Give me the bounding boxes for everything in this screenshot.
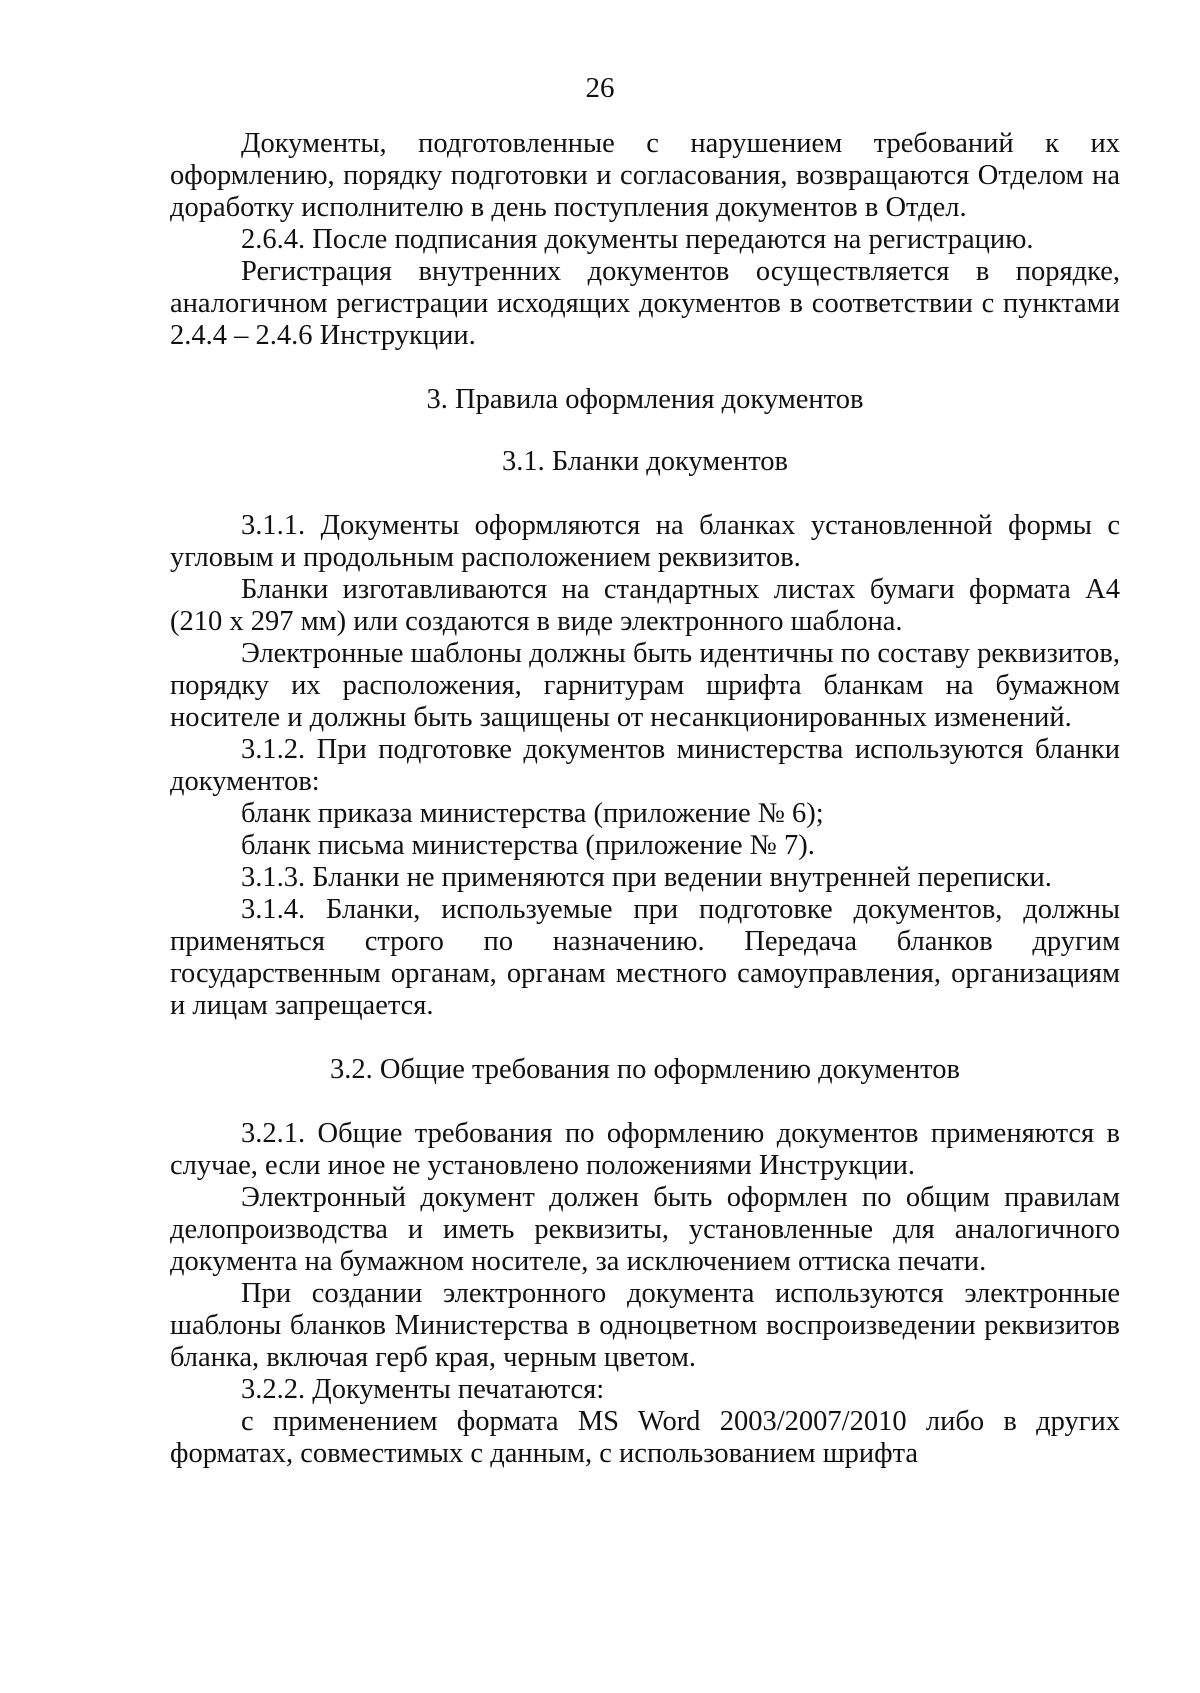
paragraph: 3.2.1. Общие требования по оформлению документов применяются в случае, если иное не установлено положениями Инструкции. [170,1118,1120,1181]
list-item: бланк письма министерства (приложение № 7). [241,830,815,861]
paragraph: Бланки изготавливаются на стандартных листах бумаги формата А4 (210 х 297 мм) или создаются в виде электронного шаблона. [170,574,1120,637]
paragraph: 3.1.2. При подготовке документов министерства используются бланки документов: [170,734,1120,797]
paragraph: Электронные шаблоны должны быть идентичны по составу реквизитов, порядку их расположения, гарнитурам шрифта бланкам на бумажном носителе и должны быть защищены от несанкционированных изменений. [170,638,1120,733]
section-heading: 3. Правила оформления документов [426,384,864,415]
paragraph: 3.1.4. Бланки, используемые при подготовке документов, должны применяться строго по назначению. Передача бланков другим государственным органам, органам местного самоуправления, организациям и лицам запрещается. [170,894,1120,1021]
document-body [170,128,1120,1470]
paragraph: с применением формата MS Word 2003/2007/2010 либо в других форматах, совместимых с данным, с использованием шрифта [170,1406,1120,1469]
subsection-heading: 3.1. Бланки документов [501,446,788,477]
paragraph: Регистрация внутренних документов осуществляется в порядке, аналогичном регистрации исходящих документов в соответствии с пунктами 2.4.4 – 2.4.6 Инструкции. [170,256,1120,351]
paragraph: Электронный документ должен быть оформлен по общим правилам делопроизводства и иметь реквизиты, установленные для аналогичного документа на бумажном носителе, за исключением оттиска печати. [170,1182,1120,1277]
paragraph: При создании электронного документа используются электронные шаблоны бланков Министерства в одноцветном воспроизведении реквизитов бланка, включая герб края, черным цветом. [170,1278,1120,1373]
paragraph: 3.2.2. Документы печатаются: [241,1374,605,1405]
paragraph: 2.6.4. После подписания документы передаются на регистрацию. [241,224,1034,255]
page-number: 26 [585,72,615,104]
list-item: бланк приказа министерства (приложение № 6); [241,798,824,829]
subsection-heading: 3.2. Общие требования по оформлению документов [330,1054,960,1085]
paragraph: 3.1.1. Документы оформляются на бланках установленной формы с угловым и продольным расположением реквизитов. [170,510,1120,573]
paragraph: Документы, подготовленные с нарушением требований к их оформлению, порядку подготовки и согласования, возвращаются Отделом на доработку исполнителю в день поступления документов в Отдел. [170,128,1120,223]
paragraph: 3.1.3. Бланки не применяются при ведении внутренней переписки. [241,862,1052,893]
